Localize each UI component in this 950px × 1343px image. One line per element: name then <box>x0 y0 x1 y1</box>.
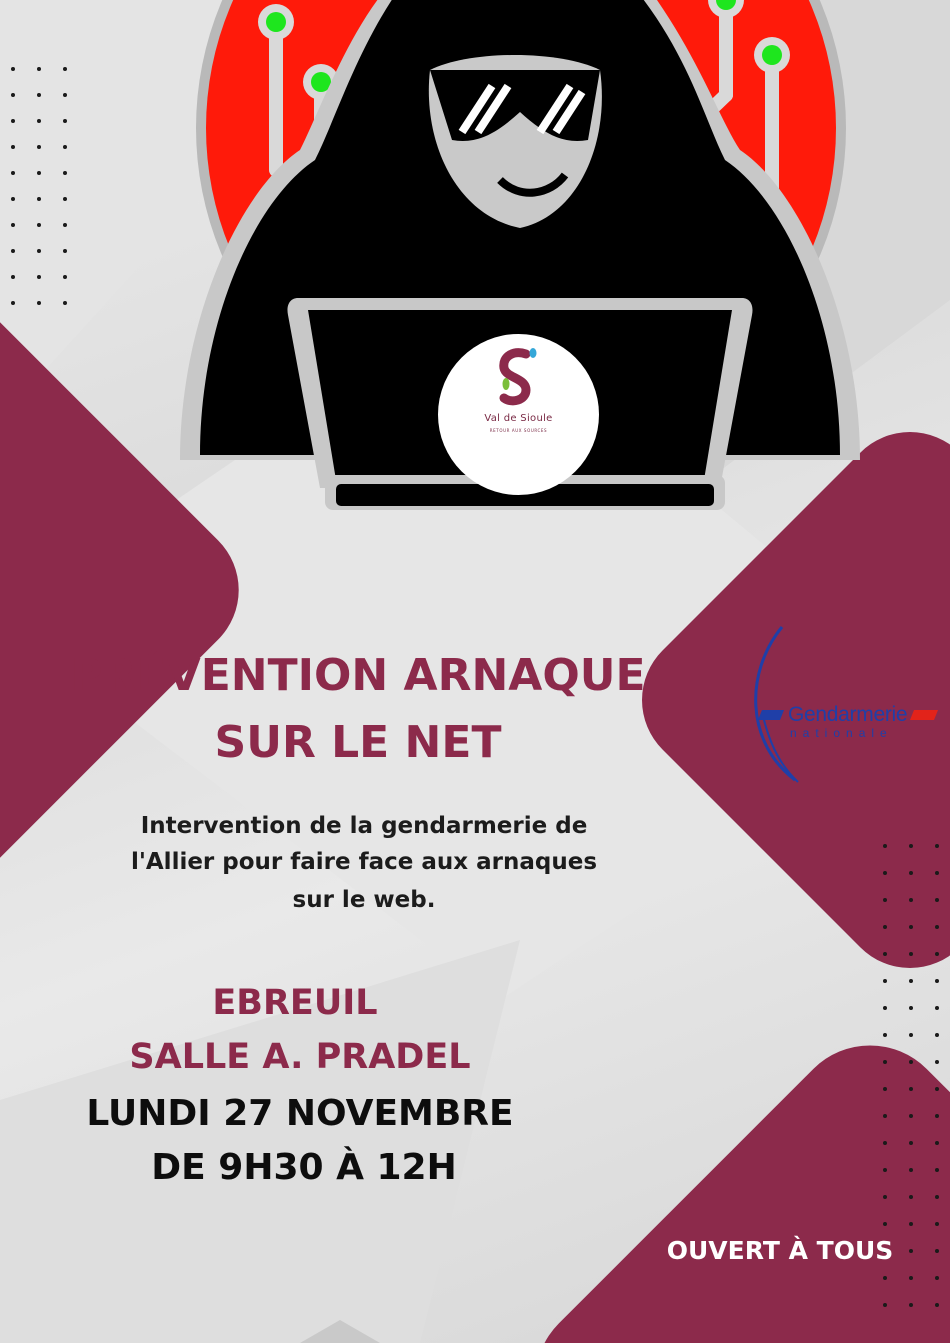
open-to-all-label: OUVERT À TOUS <box>666 1236 894 1265</box>
description-line-3: sur le web. <box>292 887 436 913</box>
event-date: LUNDI 27 NOVEMBRE <box>86 1093 514 1134</box>
title-line-2: SUR LE NET <box>214 717 502 768</box>
location-town: EBREUIL <box>212 983 378 1023</box>
nationale-word: nationale <box>790 726 893 740</box>
title-line-1: PRÉVENTION ARNAQUE <box>70 650 646 701</box>
event-time: DE 9H30 À 12H <box>151 1147 457 1188</box>
description-line-2: l'Allier pour faire face aux arnaques <box>130 849 598 875</box>
sioule-s-logo <box>496 346 540 410</box>
description-line-1: Intervention de la gendarmerie de <box>140 813 588 839</box>
val-de-sioule-logo <box>438 334 599 495</box>
gendarmerie-word: Gendarmerie <box>788 703 908 726</box>
location-venue: SALLE A. PRADEL <box>129 1037 471 1077</box>
gendarmerie-logo <box>750 622 950 787</box>
logo-tagline: RETOUR AUX SOURCES <box>489 428 548 433</box>
logo-name: Val de Sioule <box>484 413 553 424</box>
